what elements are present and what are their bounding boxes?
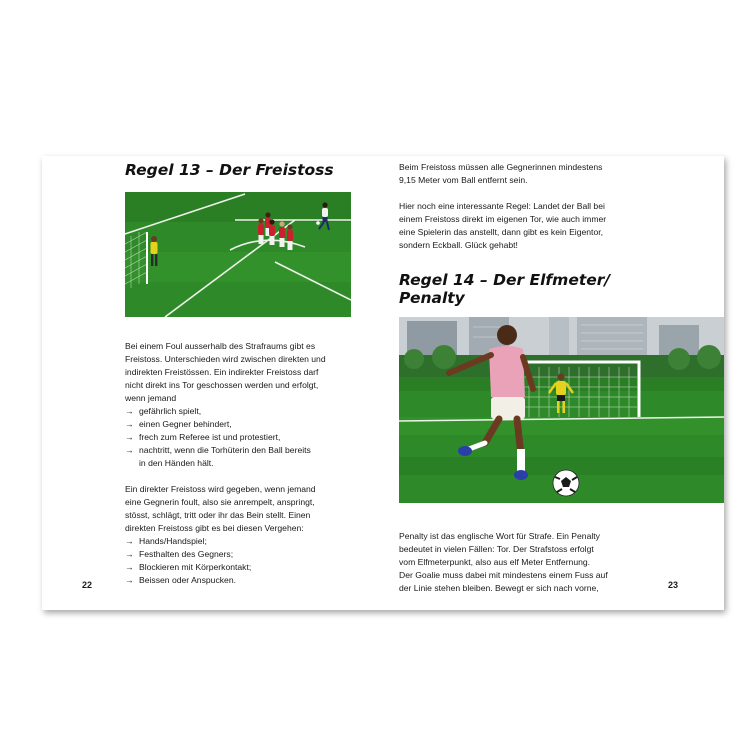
arrow-icon: → [125, 432, 134, 442]
regel-14-title-line2: Penalty [399, 289, 465, 307]
page-number-right: 23 [668, 580, 679, 590]
para-line: Beim Freistoss müssen alle Gegnerinnen mindestens [399, 162, 603, 172]
para-line: einem Freistoss direkt im eigenen Tor, wie auch immer [399, 214, 607, 224]
para-line: Freistoss. Unterschieden wird zwischen direkten und [125, 354, 326, 364]
para-line: eine Gegnerin foult, also sie anrempelt, anspringt, [125, 497, 315, 507]
para-line: Penalty ist das englische Wort für Strafe. Ein Penalty [399, 531, 600, 541]
left-page [42, 156, 383, 610]
ball [553, 470, 579, 496]
para-line: sondern Eckball. Glück gehabt! [399, 240, 518, 250]
para-line: nicht direkt ins Tor geschossen werden und erfolgt, [125, 380, 319, 390]
para-line: Der Goalie muss dabei mit mindestens einem Fuss auf [399, 570, 608, 580]
arrow-icon: → [125, 549, 134, 559]
arrow-icon: → [125, 445, 134, 455]
list-item: → frech zum Referee ist und protestiert, [125, 432, 281, 442]
arrow-icon: → [125, 406, 134, 416]
regel-13-title: Regel 13 – Der Freistoss [125, 161, 334, 179]
right-top-text [399, 161, 689, 252]
list-item: → einen Gegner behindert, [125, 419, 232, 429]
para-line: direkten Freistoss gibt es bei diesen Vergehen: [125, 523, 304, 533]
penalty-scene [399, 317, 724, 503]
regel-14-title-line1: Regel 14 – Der Elfmeter/ [399, 271, 611, 289]
regel-14-title [399, 271, 610, 307]
para-line: eine Spielerin das anstellt, dann gibt es kein Eigentor, [399, 227, 603, 237]
free-kick-scene [125, 192, 351, 317]
page-number-left: 22 [82, 580, 93, 590]
list-item: → Beissen oder Anspucken. [125, 575, 236, 585]
list-item: → Festhalten des Gegners; [125, 549, 234, 559]
para-line: Ein direkter Freistoss wird gegeben, wenn jemand [125, 484, 316, 494]
right-page [383, 156, 724, 610]
free-kick-illustration [125, 192, 351, 317]
para-line: Hier noch eine interessante Regel: Landet der Ball bei [399, 201, 605, 211]
left-text-block [125, 340, 375, 587]
list-item: → Blockieren mit Körperkontakt; [125, 562, 252, 572]
para-line: 9,15 Meter vom Ball entfernt sein. [399, 175, 528, 185]
arrow-icon: → [125, 575, 134, 585]
para-line: stösst, schlägt, tritt oder ihr das Bein stellt. Einen [125, 510, 311, 520]
para-line: wenn jemand [125, 393, 177, 403]
list-item: → Hands/Handspiel; [125, 536, 207, 546]
list-item-continuation: in den Händen hält. [139, 458, 214, 468]
penalty-illustration [399, 317, 724, 503]
para-line: bedeutet in vielen Fällen: Tor. Der Strafstoss erfolgt [399, 544, 594, 554]
list-item: → nachtritt, wenn die Torhüterin den Ball bereits [125, 445, 311, 455]
arrow-icon: → [125, 562, 134, 572]
right-bottom-text [399, 530, 699, 595]
list-item: → gefährlich spielt, [125, 406, 202, 416]
arrow-icon: → [125, 419, 134, 429]
ball [316, 221, 320, 225]
arrow-icon: → [125, 536, 134, 546]
indirect-freekick-list [125, 405, 375, 470]
direct-freekick-list [125, 535, 375, 587]
para-line: vom Elfmeterpunkt, also aus elf Meter Entfernung. [399, 557, 591, 567]
para-line: Bei einem Foul ausserhalb des Strafraums gibt es [125, 341, 316, 351]
para-line: der Linie stehen bleiben. Bewegt er sich nach vorne, [399, 583, 599, 593]
book-spread [42, 156, 724, 610]
para-line: indirekten Freistössen. Ein indirekter Freistoss darf [125, 367, 319, 377]
